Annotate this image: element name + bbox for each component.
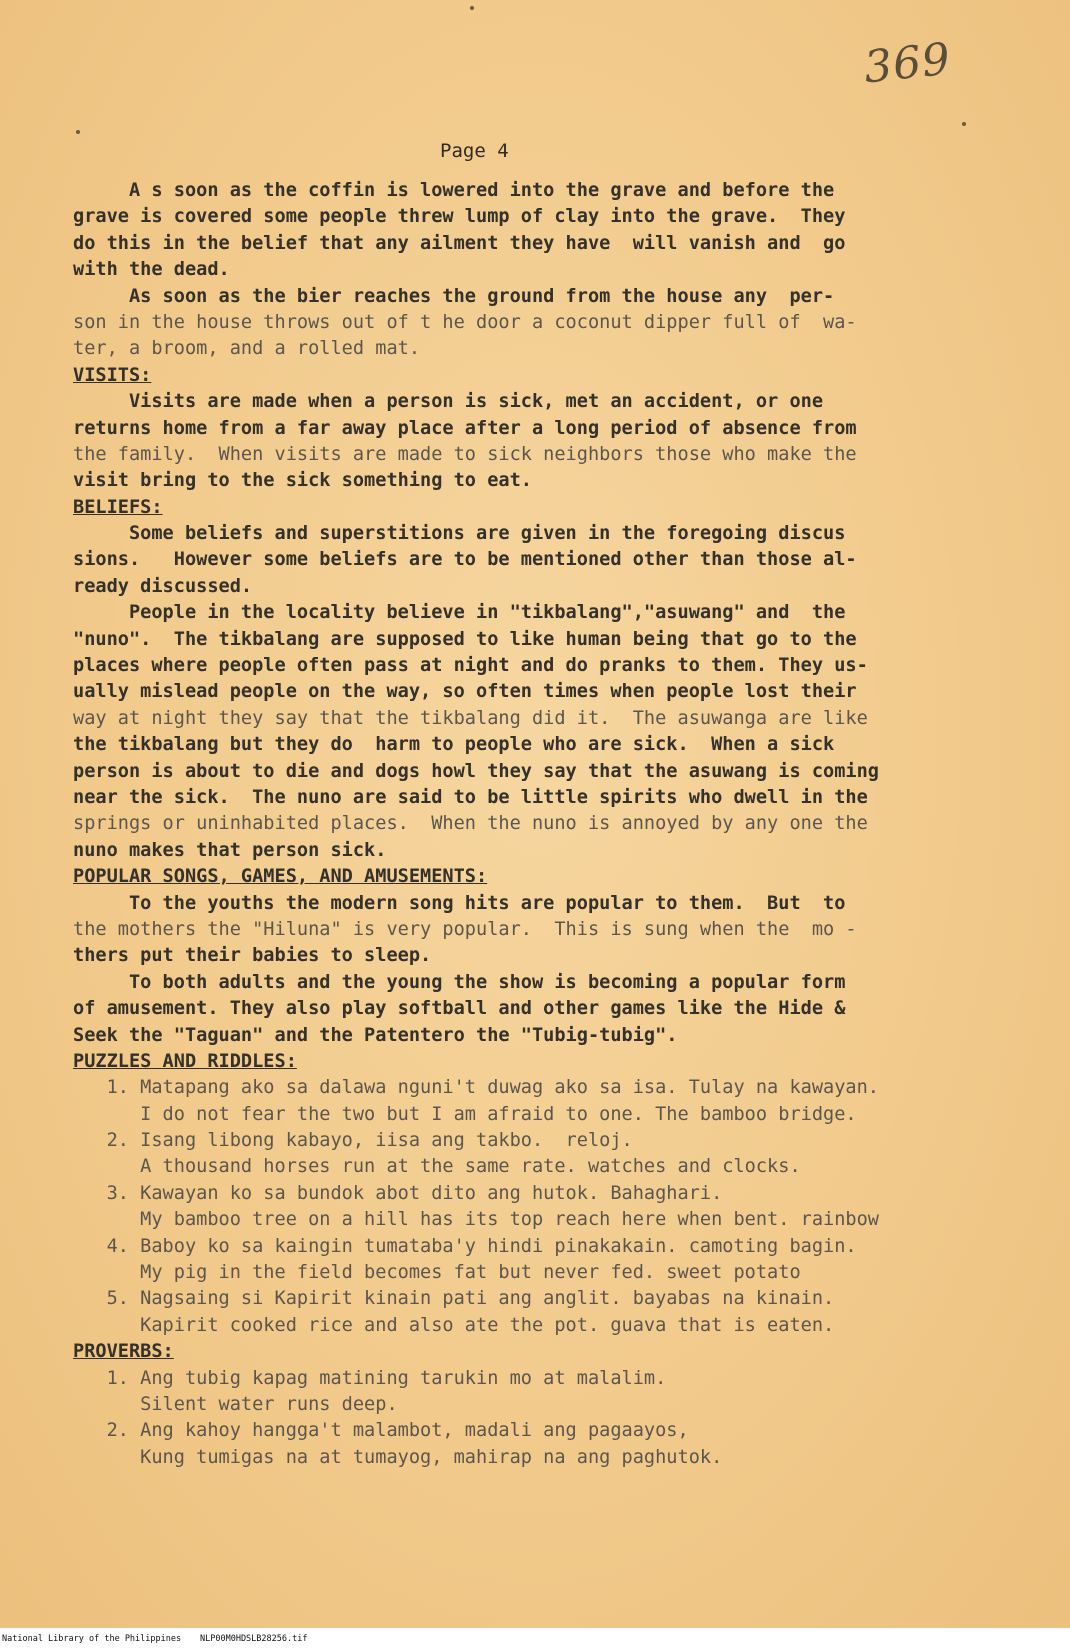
section-heading-text: POPULAR SONGS, GAMES, AND AMUSEMENTS:	[73, 866, 488, 888]
text-line: My pig in the field becomes fat but never fed. sweet potato	[73, 1262, 801, 1284]
text-line: A thousand horses run at the same rate. watches and clocks.	[73, 1156, 801, 1178]
text-line: My bamboo tree on a hill has its top reach here when bent. rainbow	[73, 1209, 879, 1231]
section-heading-text: VISITS:	[73, 364, 152, 386]
section-heading	[73, 864, 1008, 890]
text-line: "nuno". The tikbalang are supposed to like human being that go to the	[73, 628, 857, 650]
footer-library: National Library of the Philippines	[2, 1634, 182, 1644]
text-line: People in the locality believe in "tikbalang","asuwang" and the	[73, 602, 846, 624]
text-line: the mothers the "Hiluna" is very popular. This is sung when the mo -	[73, 918, 857, 940]
text-line: As soon as the bier reaches the ground from the house any per-	[73, 285, 835, 307]
paper-speck	[962, 122, 966, 126]
text-line: way at night they say that the tikbalang did it. The asuwanga are like	[73, 707, 868, 729]
text-line: I do not fear the two but I am afraid to one. The bamboo bridge.	[73, 1103, 857, 1125]
text-line: places where people often pass at night and do pranks to them. They us-	[73, 655, 868, 677]
section-heading	[73, 495, 1008, 521]
text-line: 1. Matapang ako sa dalawa nguni't duwag ako sa isa. Tulay na kawayan.	[73, 1077, 879, 1099]
text-line: To the youths the modern song hits are popular to them. But to	[73, 892, 846, 914]
document-body	[73, 178, 1008, 1471]
text-line: ready discussed.	[73, 575, 253, 597]
text-line: nuno makes that person sick.	[73, 839, 387, 861]
text-line: 3. Kawayan ko sa bundok abot dito ang hutok. Bahaghari.	[73, 1182, 723, 1204]
text-line: Seek the "Taguan" and the Patentero the "Tubig-tubig".	[73, 1024, 678, 1046]
footer-filename: NLP00M0HDSLB28256.tif	[200, 1634, 308, 1644]
text-line: 1. Ang tubig kapag matining tarukin mo at malalim.	[73, 1367, 667, 1389]
text-line: the tikbalang but they do harm to people who are sick. When a sick	[73, 734, 835, 756]
scan-footer	[0, 1628, 1070, 1650]
page-heading: Page 4	[440, 140, 509, 162]
text-line: 2. Isang libong kabayo, iisa ang takbo. reloj.	[73, 1130, 633, 1152]
text-line: thers put their babies to sleep.	[73, 945, 432, 967]
text-line: springs or uninhabited places. When the nuno is annoyed by any one the	[73, 813, 868, 835]
text-line: son in the house throws out of t he door a coconut dipper full of wa-	[73, 311, 857, 333]
text-line: the family. When visits are made to sick neighbors those who make the	[73, 443, 857, 465]
text-line: Kung tumigas na at tumayog, mahirap na ang paghutok.	[73, 1446, 723, 1468]
text-line: To both adults and the young the show is becoming a popular form	[73, 971, 846, 993]
text-line: A s soon as the coffin is lowered into the grave and before the	[73, 180, 835, 201]
text-line: with the dead.	[73, 259, 230, 281]
section-heading	[73, 1049, 1008, 1075]
text-line: 4. Baboy ko sa kaingin tumataba'y hindi pinakakain. camoting bagin.	[73, 1235, 857, 1257]
text-line: 2. Ang kahoy hangga't malambot, madali ang pagaayos,	[73, 1420, 689, 1442]
text-line: ually mislead people on the way, so often times when people lost their	[73, 681, 857, 703]
text-line: Visits are made when a person is sick, met an accident, or one	[73, 391, 824, 413]
text-line: visit bring to the sick something to eat.	[73, 470, 532, 492]
text-line: do this in the belief that any ailment they have will vanish and go	[73, 232, 846, 254]
paper-speck	[76, 130, 80, 134]
text-line: 5. Nagsaing si Kapirit kinain pati ang anglit. bayabas na kinain.	[73, 1288, 835, 1310]
text-line: Silent water runs deep.	[73, 1393, 398, 1415]
section-heading-text: BELIEFS:	[73, 496, 163, 518]
section-heading-text: PROVERBS:	[73, 1341, 174, 1363]
handwritten-page-number: 369	[861, 33, 954, 94]
paper-speck	[470, 6, 474, 10]
text-line: person is about to die and dogs howl they say that the asuwang is coming	[73, 760, 879, 782]
text-line: returns home from a far away place after a long period of absence from	[73, 417, 857, 439]
text-line: of amusement. They also play softball and other games like the Hide &	[73, 998, 846, 1020]
section-heading	[73, 363, 1008, 389]
section-heading	[73, 1339, 1008, 1365]
text-line: grave is covered some people threw lump of clay into the grave. They	[73, 206, 846, 228]
text-line: sions. However some beliefs are to be mentioned other than those al-	[73, 549, 857, 571]
text-line: ter, a broom, and a rolled mat.	[73, 338, 421, 360]
section-heading-text: PUZZLES AND RIDDLES:	[73, 1050, 297, 1072]
text-line: Some beliefs and superstitions are given in the foregoing discus	[73, 523, 846, 545]
text-line: Kapirit cooked rice and also ate the pot. guava that is eaten.	[73, 1314, 835, 1336]
text-line: near the sick. The nuno are said to be little spirits who dwell in the	[73, 786, 868, 808]
